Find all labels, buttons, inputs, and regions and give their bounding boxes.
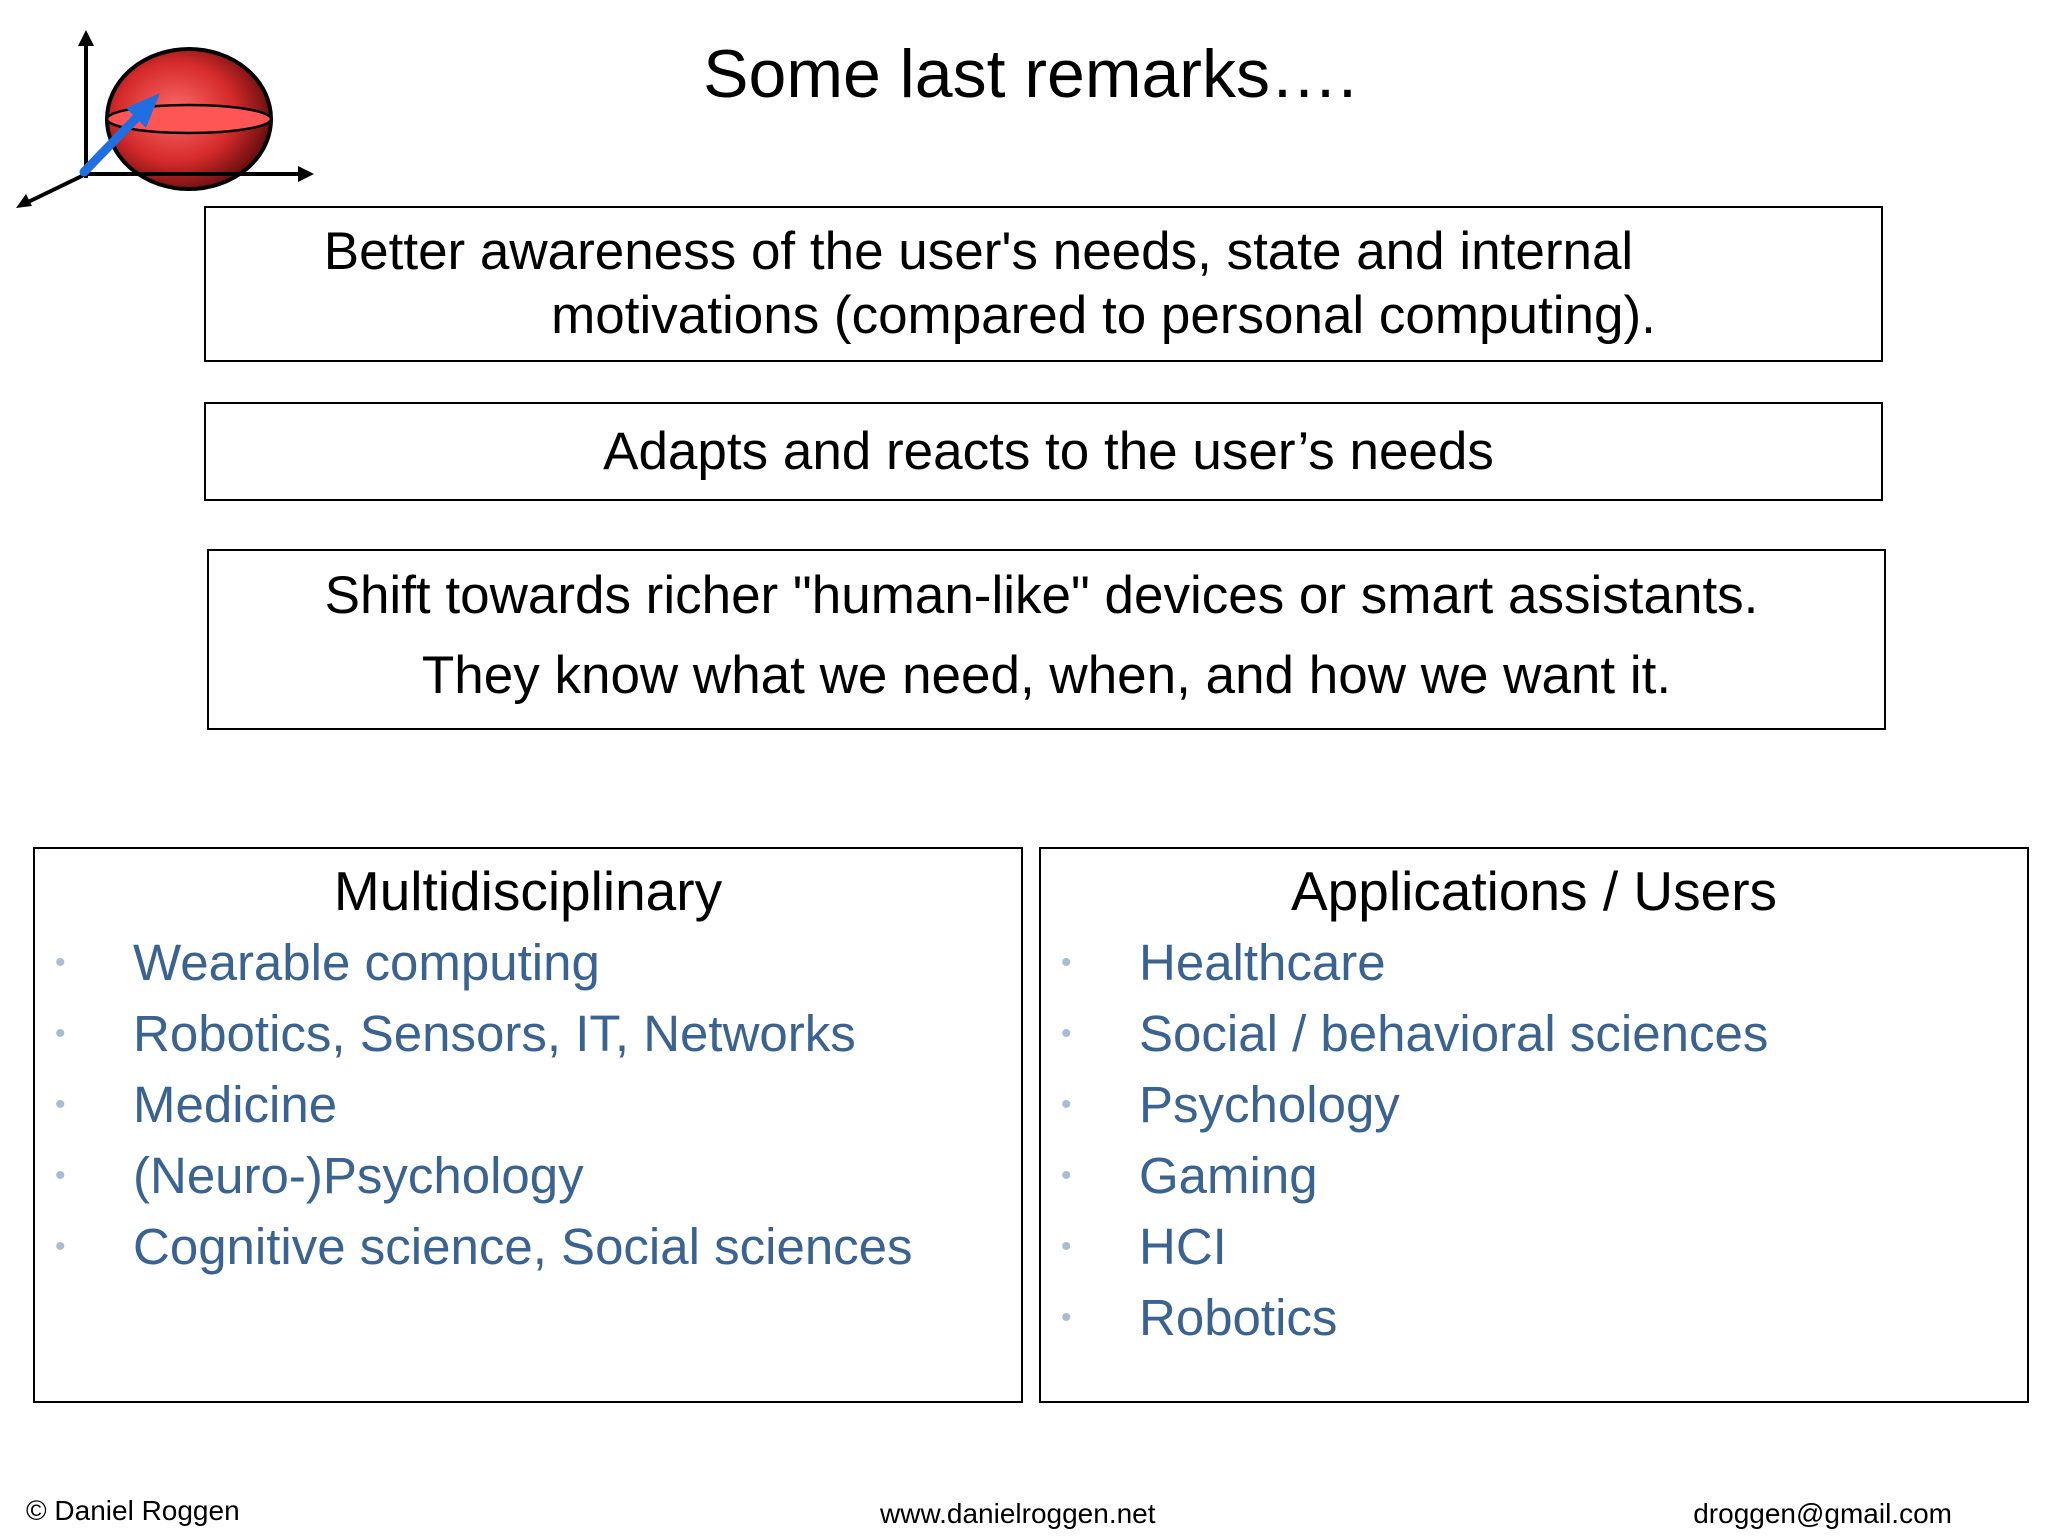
list-item-text: Medicine (133, 1076, 338, 1133)
sphere-axes-icon (14, 28, 314, 213)
bullet-dot: • (55, 1230, 66, 1263)
bullet-dot: • (1061, 1017, 1072, 1050)
remark-box-adapts (204, 402, 1883, 501)
bullet-dot: • (55, 1159, 66, 1192)
footer-email[interactable]: droggen@gmail.com (1693, 1498, 1952, 1529)
footer-copyright: © Daniel Roggen (26, 1495, 240, 1526)
remark-line: Shift towards richer "human-like" devices or smart assistants. (324, 566, 1759, 625)
list-item-text: Psychology (1139, 1076, 1400, 1133)
bullet-dot: • (1061, 1088, 1072, 1121)
bullet-dot: • (1061, 1159, 1072, 1192)
bullet-dot: • (1061, 1230, 1072, 1263)
bullet-dot: • (1061, 1301, 1072, 1334)
remark-box-awareness (204, 206, 1883, 362)
list-item-text: (Neuro-)Psychology (133, 1147, 584, 1204)
multidisciplinary-box (33, 847, 1023, 1403)
list-item-text: Robotics (1139, 1289, 1338, 1346)
list-item-text: Healthcare (1139, 934, 1386, 991)
column-title: Multidisciplinary (333, 860, 723, 922)
applications-users-box (1039, 847, 2029, 1403)
remark-line: Adapts and reacts to the user’s needs (603, 422, 1494, 481)
remark-line: They know what we need, when, and how we want it. (421, 646, 1672, 705)
bullet-dot: • (55, 946, 66, 979)
bullet-dot: • (55, 1088, 66, 1121)
list-item-text: Wearable computing (133, 934, 600, 991)
list-item-text: Gaming (1139, 1147, 1318, 1204)
remark-line: Better awareness of the user's needs, state and internal (323, 222, 1634, 281)
list-item-text: HCI (1139, 1218, 1227, 1275)
list-item-text: Cognitive science, Social sciences (133, 1218, 913, 1275)
slide-title: Some last remarks…. (703, 36, 1357, 112)
list-item-text: Robotics, Sensors, IT, Networks (133, 1005, 856, 1062)
remark-box-shift (207, 549, 1886, 730)
column-title: Applications / Users (1290, 860, 1778, 922)
bullet-dot: • (1061, 946, 1072, 979)
list-item-text: Social / behavioral sciences (1139, 1005, 1769, 1062)
bullet-dot: • (55, 1017, 66, 1050)
remark-line: motivations (compared to personal computing). (551, 286, 1656, 345)
footer-website[interactable]: www.danielroggen.net (880, 1498, 1156, 1529)
